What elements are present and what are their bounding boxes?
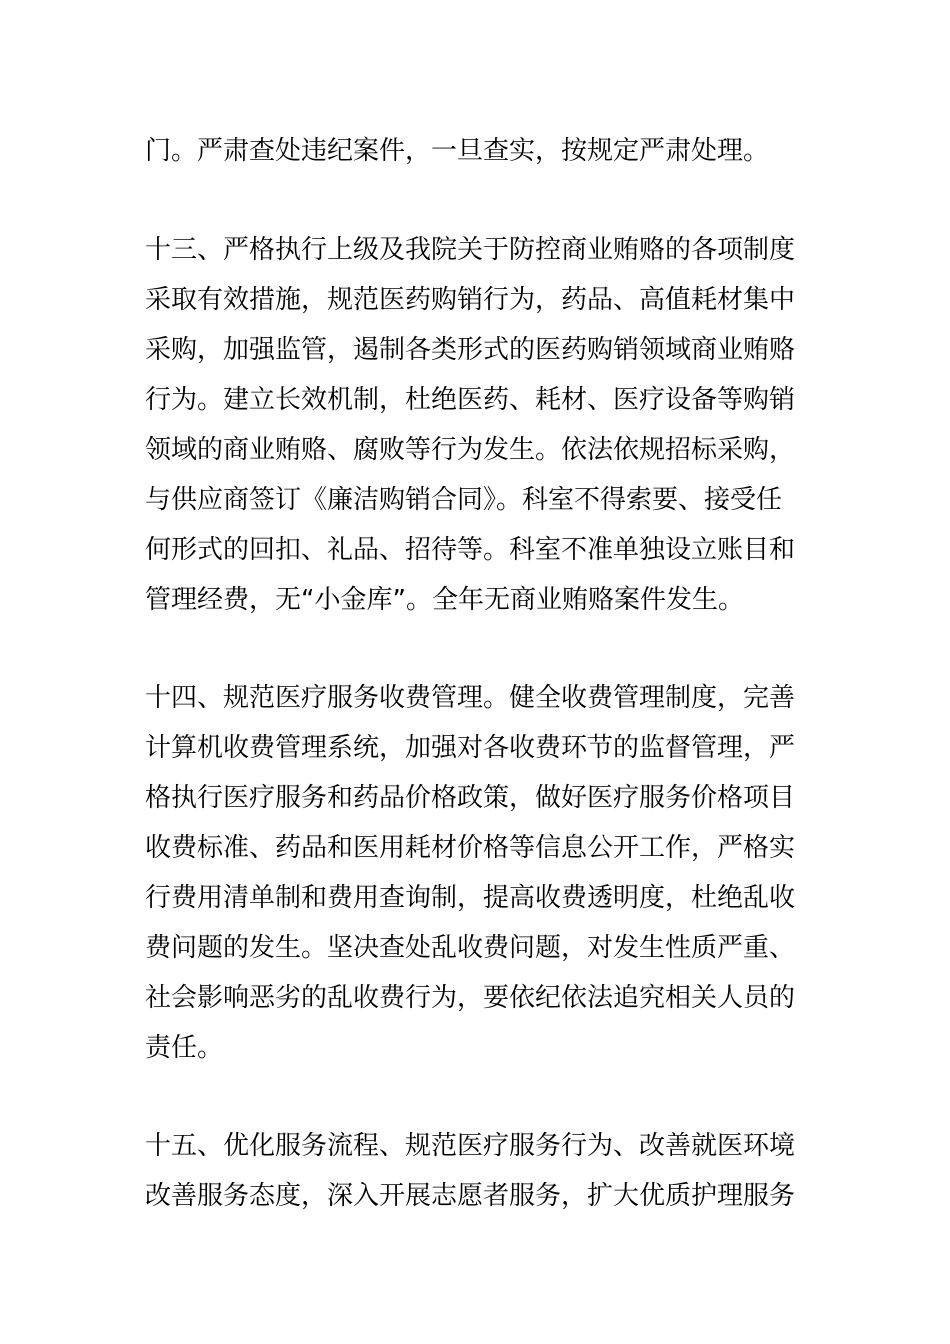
- text-line: 十四、规范医疗服务收费管理。健全收费管理制度，完善: [145, 683, 796, 713]
- text-line: 改善服务态度，深入开展志愿者服务，扩大优质护理服务: [145, 1181, 796, 1211]
- text-line: 收费标准、药品和医用耗材价格等信息公开工作，严格实: [145, 833, 796, 863]
- text-line: 计算机收费管理系统，加强对各收费环节的监督管理，严: [145, 733, 796, 763]
- text-line: 采取有效措施，规范医药购销行为，药品、高值耗材集中: [145, 285, 796, 315]
- text-line: 费问题的发生。坚决查处乱收费问题，对发生性质严重、: [145, 933, 796, 963]
- text-line: 管理经费，无“小金库”。全年无商业贿赂案件发生。: [145, 585, 744, 615]
- text-line: 行费用清单制和费用查询制，提高收费透明度，杜绝乱收: [145, 883, 796, 913]
- text-line: 十五、优化服务流程、规范医疗服务行为、改善就医环境: [145, 1131, 796, 1161]
- paragraph-section-13: [145, 225, 810, 625]
- text-line: 责任。: [145, 1033, 224, 1063]
- paragraph-section-14: [145, 673, 810, 1073]
- text-line: 采购，加强监管，遏制各类形式的医药购销领域商业贿赂: [145, 335, 796, 365]
- text-line: 十三、严格执行上级及我院关于防控商业贿赂的各项制度: [145, 235, 796, 265]
- text-line: 何形式的回扣、礼品、招待等。科室不准单独设立账目和: [145, 535, 796, 565]
- paragraph-continuation: [145, 126, 810, 176]
- paragraph-section-15: [145, 1121, 810, 1221]
- text-line: 与供应商签订《廉洁购销合同》。科室不得索要、接受任: [145, 485, 783, 515]
- text-line: 领域的商业贿赂、腐败等行为发生。依法依规招标采购，: [145, 435, 796, 465]
- text-line: 行为。建立长效机制，杜绝医药、耗材、医疗设备等购销: [145, 385, 796, 415]
- text-line: 社会影响恶劣的乱收费行为，要依纪依法追究相关人员的: [145, 983, 796, 1013]
- text-line: 格执行医疗服务和药品价格政策，做好医疗服务价格项目: [145, 783, 796, 813]
- text-line: 门。严肃查处违纪案件，一旦查实，按规定严肃处理。: [145, 136, 770, 166]
